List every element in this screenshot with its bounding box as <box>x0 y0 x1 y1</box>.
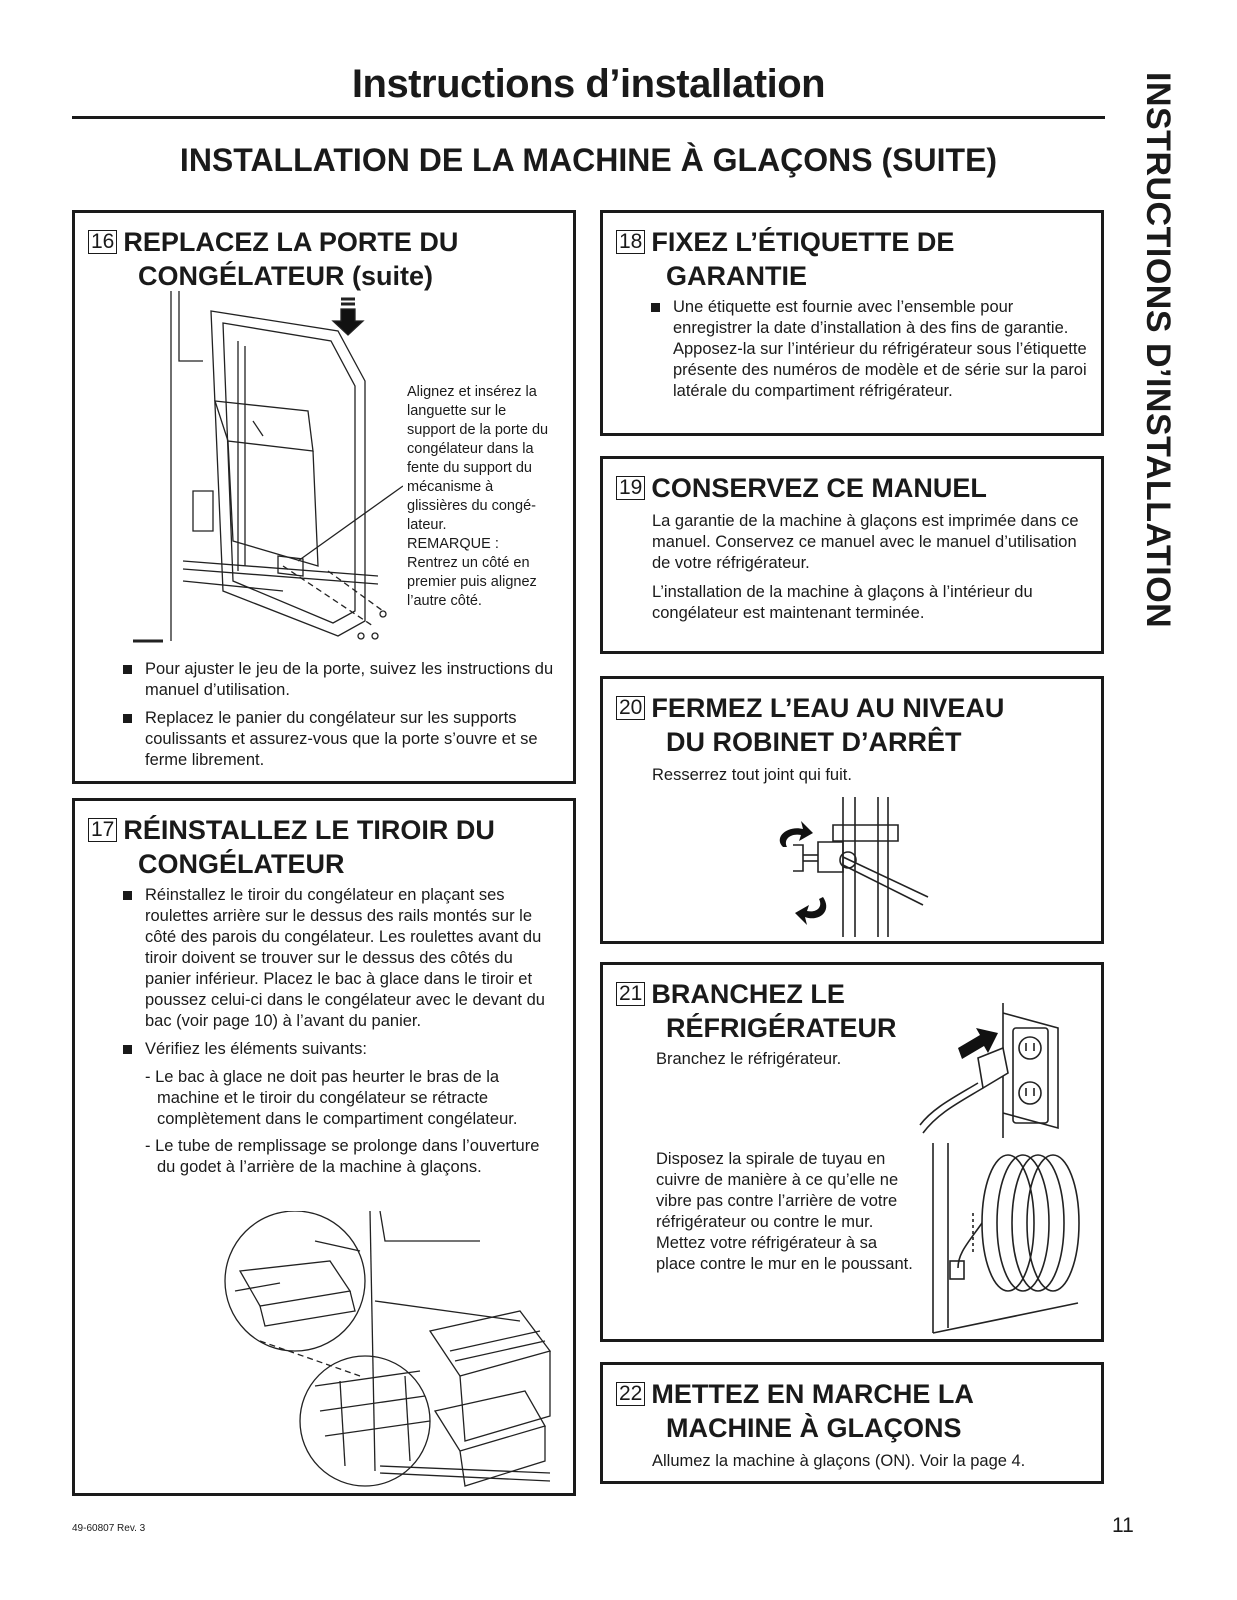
step-16-note-text: Rentrez un côté en premier puis alignez l’autre côté. <box>407 555 537 609</box>
document-id: 49-60807 Rev. 3 <box>72 1523 146 1534</box>
step-21-heading <box>616 977 897 1045</box>
step-21-box <box>600 962 1104 1342</box>
step-18-text <box>647 297 1087 409</box>
step-20-heading <box>616 691 1004 759</box>
step-16-bullet: Pour ajuster le jeu de la porte, suivez les instructions du manuel d’utilisation. <box>119 659 559 701</box>
step-17-title-line2: CONGÉLATEUR <box>138 849 345 879</box>
side-tab <box>1138 72 1180 712</box>
step-19-para: L’installation de la machine à glaçons à l’intérieur du congélateur est maintenant terminée. <box>652 583 1033 622</box>
step-16-bullet: Replacez le panier du congélateur sur les supports coulissants et assurez-vous que la porte s’ouvre et se ferme librement. <box>119 708 559 771</box>
title-rule <box>72 116 1105 119</box>
step-18-number: 18 <box>616 230 645 254</box>
step-17-box <box>72 798 576 1496</box>
step-18-heading <box>616 225 954 293</box>
step-22-text: Allumez la machine à glaçons (ON). Voir la page 4. <box>652 1452 1026 1470</box>
step-22-number: 22 <box>616 1382 645 1406</box>
step-16-title-line2: CONGÉLATEUR (suite) <box>138 261 433 291</box>
step-17-bullets <box>119 885 559 1184</box>
step-17-title-line1: RÉINSTALLEZ LE TIROIR DU <box>123 815 495 845</box>
step-19-heading <box>616 471 987 505</box>
step-17-bullet: Vérifiez les éléments suivants: <box>119 1039 559 1060</box>
step-18-title-line1: FIXEZ L’ÉTIQUETTE DE <box>651 227 955 257</box>
page-title: Instructions d’installation <box>351 62 826 106</box>
step-16-heading <box>88 225 458 293</box>
step-16-number: 16 <box>88 230 117 254</box>
step-20-box <box>600 676 1104 944</box>
wall-outlet-plug-illustration <box>918 1003 1068 1143</box>
step-20-number: 20 <box>616 696 645 720</box>
page-number: 11 <box>1112 1514 1134 1537</box>
step-21-number: 21 <box>616 982 645 1006</box>
copper-coil-illustration <box>928 1143 1088 1338</box>
shutoff-valve-illustration <box>763 797 943 942</box>
step-19-box <box>600 456 1104 654</box>
step-19-title: CONSERVEZ CE MANUEL <box>651 473 987 503</box>
freezer-door-illustration <box>133 291 403 651</box>
step-21-title-line2: RÉFRIGÉRATEUR <box>666 1013 897 1043</box>
step-22-title-line2: MACHINE À GLAÇONS <box>666 1413 962 1443</box>
step-20-text: Resserrez tout joint qui fuit. <box>652 766 852 784</box>
step-17-heading <box>88 813 495 881</box>
step-22-heading <box>616 1377 974 1445</box>
step-16-caption <box>407 383 557 611</box>
step-17-check: - Le bac à glace ne doit pas heurter le bras de la machine et le tiroir du congélateur se rétracte complètement dans le compartiment congélateur. <box>145 1068 518 1128</box>
step-16-caption-text: Alignez et insérez la languette sur le support de la porte du congélateur dans la fente du support du mécanisme à glissières du congé-lateur. <box>407 384 549 533</box>
step-22-title-line1: METTEZ EN MARCHE LA <box>651 1379 974 1409</box>
step-16-bullets <box>119 659 559 778</box>
step-21-coil-text: Disposez la spirale de tuyau en cuivre de manière à ce qu’elle ne vibre pas contre l’arrière de votre réfrigérateur ou contre le mur. Mettez votre réfrigérateur à sa place contre le mur en le poussant. <box>656 1150 913 1273</box>
step-18-title-line2: GARANTIE <box>666 261 807 291</box>
step-17-bullet: Réinstallez le tiroir du congélateur en plaçant ses roulettes arrière sur le dessus des rails montés sur le côté des parois du congélateur. Les roulettes avant du tiroir doivent se trouver sur le dessus des côtés du panier inférieur. Placez le bac à glace dans le tiroir et poussez celui-ci dans le congélateur avec le devant du bac (voir page 10) à l’avant du panier. <box>119 885 559 1032</box>
step-17-number: 17 <box>88 818 117 842</box>
freezer-drawer-illustration <box>220 1211 560 1493</box>
step-16-note-label: REMARQUE : <box>407 536 499 552</box>
step-22-box <box>600 1362 1104 1484</box>
section-title: INSTALLATION DE LA MACHINE À GLAÇONS (SUITE) <box>179 142 998 178</box>
step-21-text: Branchez le réfrigérateur. <box>656 1050 842 1068</box>
side-tab-label: INSTRUCTIONS D’INSTALLATION <box>1139 72 1177 629</box>
step-20-title-line1: FERMEZ L’EAU AU NIVEAU <box>651 693 1005 723</box>
step-20-title-line2: DU ROBINET D’ARRÊT <box>666 727 962 757</box>
step-19-text <box>652 511 1092 632</box>
step-16-box <box>72 210 576 784</box>
step-21-title-line1: BRANCHEZ LE <box>651 979 845 1009</box>
step-19-para: La garantie de la machine à glaçons est imprimée dans ce manuel. Conservez ce manuel avec le manuel d’utilisation de votre réfrigérateur. <box>652 512 1079 572</box>
step-18-bullet: Une étiquette est fournie avec l’ensemble pour enregistrer la date d’installation à des fins de garantie. Apposez-la sur l’intérieur du réfrigérateur sous l’étiquette présente des numéros de modèle et de série sur la paroi latérale du compartiment réfrigérateur. <box>647 297 1087 402</box>
step-18-box <box>600 210 1104 436</box>
step-19-number: 19 <box>616 476 645 500</box>
step-17-check: - Le tube de remplissage se prolonge dans l’ouverture du godet à l’arrière de la machine à glaçons. <box>145 1137 540 1176</box>
step-16-title-line1: REPLACEZ LA PORTE DU <box>123 227 459 257</box>
